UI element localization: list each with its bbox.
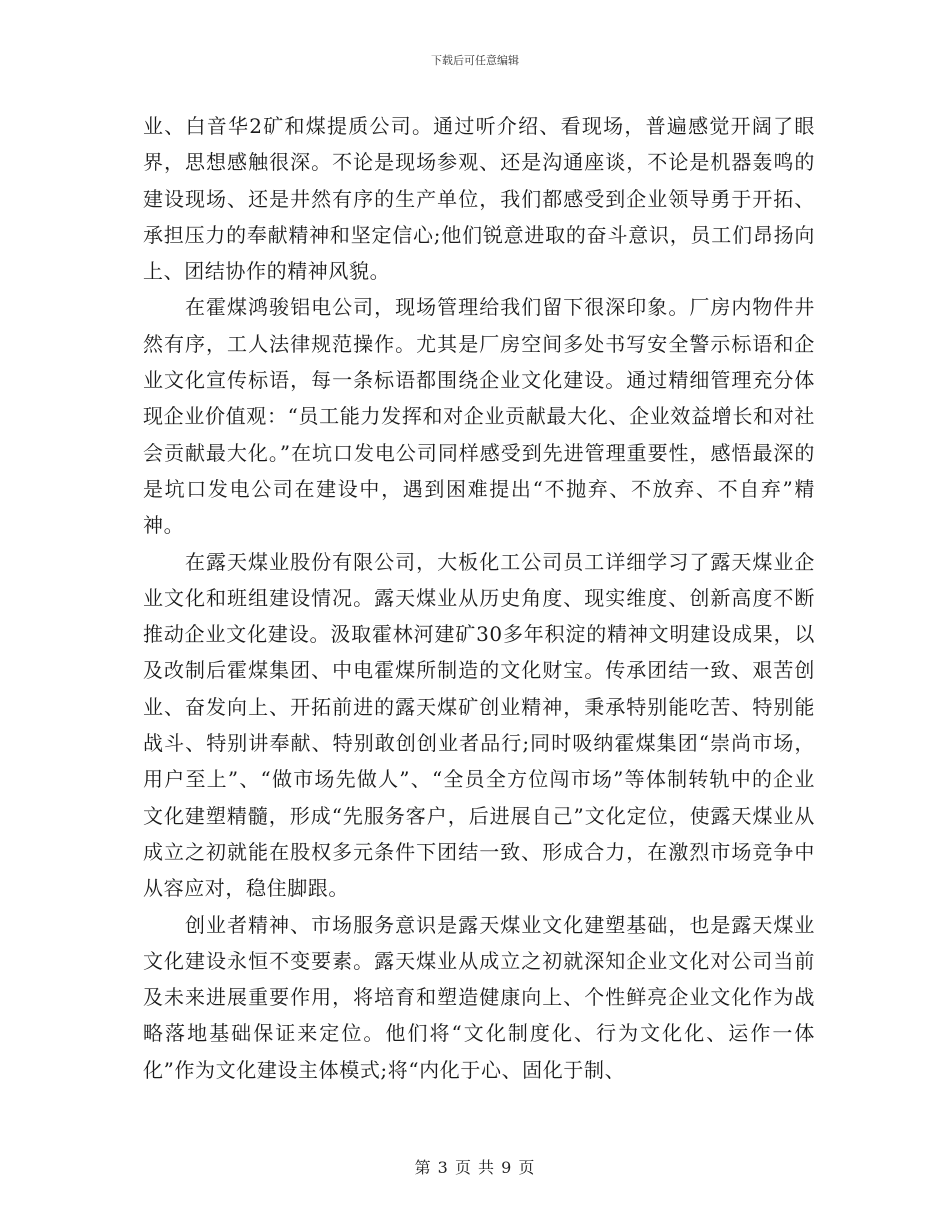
- paragraph: 业、白音华2矿和煤提质公司。通过听介绍、看现场，普遍感觉开阔了眼界，思想感触很深。不论是现场参观、还是沟通座谈，不论是机器轰鸣的建设现场、还是井然有序的生产单位，我们都感受到企业领导勇于开拓、承担压力的奉献精神和坚定信心;他们锐意进取的奋斗意识，员工们昂扬向上、团结协作的精神风貌。: [143, 114, 815, 284]
- page-number-footer: 第 3 页 共 9 页: [414, 1158, 536, 1177]
- document-body: [143, 108, 815, 1088]
- page-header: 下载后可任意编辑: [431, 54, 519, 67]
- paragraph: 创业者精神、市场服务意识是露天煤业文化建塑基础，也是露天煤业文化建设永恒不变要素。露天煤业从成立之初就深知企业文化对公司当前及未来进展重要作用，将培育和塑造健康向上、个性鲜亮企业文化作为战略落地基础保证来定位。他们将“文化制度化、行为文化化、运作一体化”作为文化建设主体模式;将“内化于心、固化于制、: [143, 912, 815, 1082]
- paragraph: 在露天煤业股份有限公司，大板化工公司员工详细学习了露天煤业企业文化和班组建设情况。露天煤业从历史角度、现实维度、创新高度不断推动企业文化建设。汲取霍林河建矿30多年积淀的精神文明建设成果，以及改制后霍煤集团、中电霍煤所制造的文化财宝。传承团结一致、艰苦创业、奋发向上、开拓前进的露天煤矿创业精神，秉承特别能吃苦、特别能战斗、特别讲奉献、特别敢创创业者品行;同时吸纳霍煤集团“崇尚市场，用户至上”、“做市场先做人”、“全员全方位闯市场”等体制转轨中的企业文化建塑精髓，形成“先服务客户，后进展自己”文化定位，使露天煤业从成立之初就能在股权多元条件下团结一致、形成合力，在激烈市场竞争中从容应对，稳住脚跟。: [143, 549, 815, 901]
- paragraph: 在霍煤鸿骏铝电公司，现场管理给我们留下很深印象。厂房内物件井然有序，工人法律规范操作。尤其是厂房空间多处书写安全警示标语和企业文化宣传标语，每一条标语都围绕企业文化建设。通过精细管理充分体现企业价值观：“员工能力发挥和对企业贡献最大化、企业效益增长和对社会贡献最大化。”在坑口发电公司同样感受到先进管理重要性，感悟最深的是坑口发电公司在建设中，遇到困难提出“不抛弃、不放弃、不自弃”精神。: [143, 295, 815, 538]
